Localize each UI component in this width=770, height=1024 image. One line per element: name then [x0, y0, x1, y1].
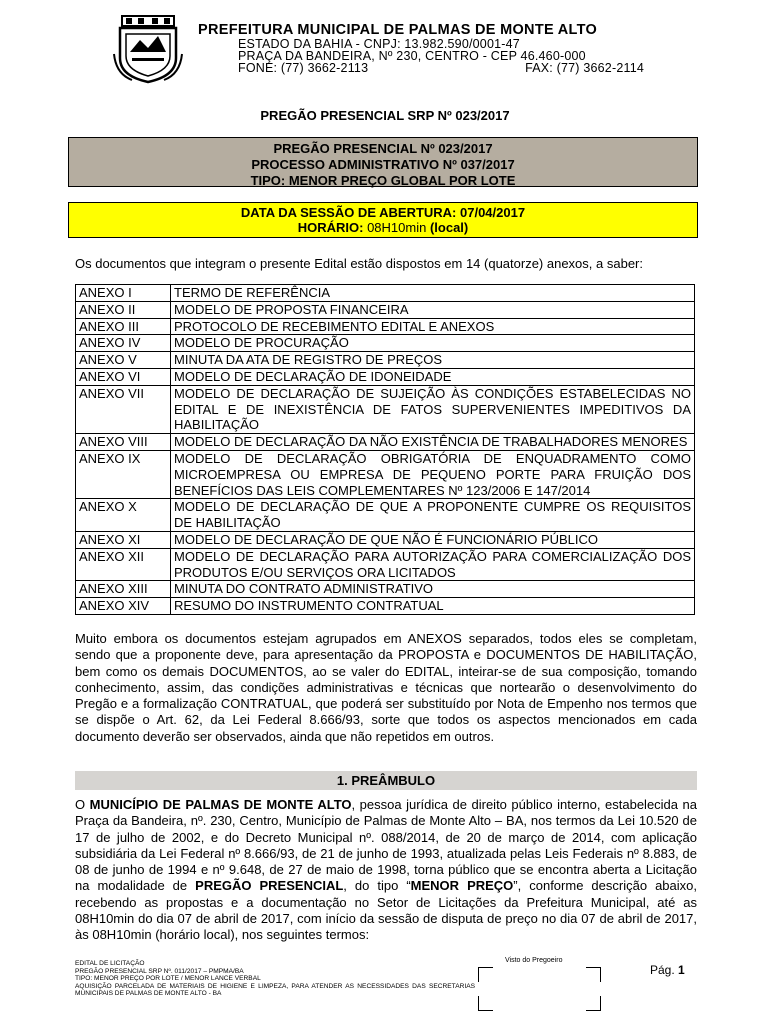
annex-code: ANEXO IV — [76, 335, 171, 352]
table-row — [76, 385, 695, 433]
annex-description: TERMO DE REFERÊNCIA — [171, 285, 695, 302]
letterhead — [112, 14, 672, 84]
table-row — [76, 450, 695, 498]
section-heading-preambulo: 1. PREÂMBULO — [75, 771, 697, 790]
annex-description: MINUTA DO CONTRATO ADMINISTRATIVO — [171, 581, 695, 598]
annex-table — [75, 284, 695, 615]
preambulo-text-3: , do tipo “ — [343, 878, 411, 894]
annex-code: ANEXO XIV — [76, 598, 171, 615]
preambulo-criterion: MENOR PREÇO — [410, 878, 514, 894]
annex-code: ANEXO II — [76, 301, 171, 318]
annex-description: MODELO DE DECLARAÇÃO PARA AUTORIZAÇÃO PARA COMERCIALIZAÇÃO DOS PRODUTOS E/OU SERVIÇOS ORA LICITADOS — [171, 548, 695, 581]
table-row — [76, 434, 695, 451]
table-row — [76, 531, 695, 548]
annex-code: ANEXO III — [76, 318, 171, 335]
page-label: Pág. — [650, 963, 675, 977]
annex-code: ANEXO I — [76, 285, 171, 302]
annex-description: MODELO DE DECLARAÇÃO DE QUE A PROPONENTE CUMPRE OS REQUISITOS DE HABILITAÇÃO — [171, 499, 695, 532]
annex-explanation-paragraph: Muito embora os documentos estejam agrupados em ANEXOS separados, todos eles se completam, sendo que a proponente deve, para apresentação da PROPOSTA e DOCUMENTOS DE HABILITAÇÃO, bem como os demais DOCUMENTOS, ao se valer do EDITAL, inteirar-se de sua composição, tomando conhecimento, assim, das condições administrativas e técnicas que nortearão o desenvolvimento do Pregão e a formalização CONTRATUAL, que poderá ser substituído por Nota de Empenho nos termos que se dispõe o Art. 62, da Lei Federal 8.666/93, sorte que todos os aspectos mencionados em cada documento deverão ser observados, ainda que não repetidos em outros. — [75, 631, 697, 744]
session-date: DATA DA SESSÃO DE ABERTURA: 07/04/2017 — [240, 205, 526, 220]
annex-description: RESUMO DO INSTRUMENTO CONTRATUAL — [171, 598, 695, 615]
session-info-box — [68, 202, 698, 238]
preambulo-text-1: O — [75, 797, 90, 812]
stamp-box-corner — [478, 967, 493, 982]
preambulo-text-2: , pessoa jurídica de direito público interno, estabelecida na Praça da Bandeira, nº. 230, Centro, Município de Palmas de Monte Alto – BA, nos termos da Lei 10.520 de 17 de julho de 2002, e do Decreto Municipal nº. 088/2014, de 20 de março de 2014, com aplicação subsidiária da Lei Federal nº 8.666/93, de 21 de junho de 1993, atualizada pelas Leis Federais nº 8.883, de 08 de junho de 1994 e nº 9.648, de 27 de maio de 1998, torna público que se encontra aberta a Licitação na modalidade de — [75, 797, 697, 894]
annex-code: ANEXO VIII — [76, 434, 171, 451]
footer-line-4: AQUISIÇÃO PARCELADA DE MATERIAIS DE HIGIENE E LIMPEZA, PARA ATENDER AS NECESSIDADES DAS SECRETARIAS MUNICIPAIS DE PALMAS DE MONTE ALTO - BA — [75, 982, 475, 998]
table-row — [76, 285, 695, 302]
visto-label: Visto do Pregoeiro — [505, 957, 563, 964]
footer-line-1: EDITAL DE LICITAÇÃO — [75, 960, 145, 967]
session-time-value: 08H10min — [367, 220, 427, 235]
annex-code: ANEXO V — [76, 352, 171, 369]
annex-code: ANEXO X — [76, 499, 171, 532]
annex-description: MODELO DE PROCURAÇÃO — [171, 335, 695, 352]
table-row — [76, 581, 695, 598]
letterhead-state-cnpj: ESTADO DA BAHIA - CNPJ: 13.982.590/0001-47 — [238, 37, 520, 51]
stamp-box-corner — [586, 996, 601, 1011]
annex-description: MODELO DE DECLARAÇÃO OBRIGATÓRIA DE ENQUADRAMENTO COMO MICROEMPRESA OU EMPRESA DE PEQUENO PORTE PARA FRUIÇÃO DOS BENEFÍCIOS DAS LEIS COMPLEMENTARES Nº 123/2006 E 147/2014 — [171, 450, 695, 498]
letterhead-address: PRAÇA DA BANDEIRA, Nº 230, CENTRO - CEP 46.460-000 — [238, 49, 586, 63]
session-time-label: HORÁRIO: — [297, 220, 364, 235]
letterhead-contacts — [198, 62, 668, 74]
page-number-value: 1 — [678, 963, 685, 977]
page-footer — [75, 960, 475, 998]
preambulo-paragraph — [75, 797, 697, 944]
municipal-crest-icon — [112, 14, 184, 84]
letterhead-phone: FONE: (77) 3662-2113 — [238, 61, 369, 75]
annex-description: MODELO DE DECLARAÇÃO DA NÃO EXISTÊNCIA DE TRABALHADORES MENORES — [171, 434, 695, 451]
preambulo-municipality: MUNICÍPIO DE PALMAS DE MONTE ALTO — [89, 797, 352, 812]
annex-code: ANEXO IX — [76, 450, 171, 498]
stamp-box-corner — [586, 967, 601, 982]
document-title: PREGÃO PRESENCIAL SRP Nº 023/2017 — [260, 108, 510, 123]
annex-code: ANEXO XII — [76, 548, 171, 581]
annex-description: MODELO DE DECLARAÇÃO DE QUE NÃO É FUNCIONÁRIO PÚBLICO — [171, 531, 695, 548]
session-time — [69, 220, 697, 235]
page-number — [650, 963, 685, 977]
footer-line-3: TIPO: MENOR PREÇO POR LOTE / MENOR LANCE VERBAL — [75, 975, 261, 983]
preambulo-modality: PREGÃO PRESENCIAL — [195, 878, 344, 894]
annex-intro-text: Os documentos que integram o presente Edital estão dispostos em 14 (quatorze) anexos, a saber: — [75, 256, 643, 271]
process-type: TIPO: MENOR PREÇO GLOBAL POR LOTE — [250, 173, 516, 188]
table-row — [76, 318, 695, 335]
annex-code: ANEXO XI — [76, 531, 171, 548]
process-pregao-number: PREGÃO PRESENCIAL Nº 023/2017 — [273, 141, 493, 156]
table-row — [76, 335, 695, 352]
annex-description: MODELO DE DECLARAÇÃO DE IDONEIDADE — [171, 368, 695, 385]
annex-description: MODELO DE PROPOSTA FINANCEIRA — [171, 301, 695, 318]
table-row — [76, 301, 695, 318]
annex-code: ANEXO VII — [76, 385, 171, 433]
process-admin-number: PROCESSO ADMINISTRATIVO Nº 037/2017 — [251, 157, 515, 172]
letterhead-fax: FAX: (77) 3662-2114 — [525, 61, 644, 75]
annex-code: ANEXO XIII — [76, 581, 171, 598]
table-row — [76, 598, 695, 615]
table-row — [76, 368, 695, 385]
table-row — [76, 499, 695, 532]
table-row — [76, 548, 695, 581]
annex-description: MODELO DE DECLARAÇÃO DE SUJEIÇÃO ÀS CONDIÇÕES ESTABELECIDAS NO EDITAL E DE INEXISTÊNCIA DE FATOS SUPERVENIENTES IMPEDITIVOS DA HABILITAÇÃO — [171, 385, 695, 433]
footer-line-2: PREGÃO PRESENCIAL SRP Nº. 011/2017 – PMPMA/BA — [75, 967, 244, 975]
annex-description: MINUTA DA ATA DE REGISTRO DE PREÇOS — [171, 352, 695, 369]
preambulo-text-4: ”, conforme descrição abaixo, recebendo as propostas e a documentação no Setor de Licitações da Prefeitura Municipal, até as 08H10min do dia 07 de abril de 2017, com início da sessão de disputa de preço no dia 07 de abril de 2017, às 08H10min (horário local), nos seguintes termos: — [75, 878, 697, 943]
session-time-suffix: (local) — [429, 220, 469, 235]
letterhead-title: PREFEITURA MUNICIPAL DE PALMAS DE MONTE ALTO — [198, 22, 598, 38]
table-row — [76, 352, 695, 369]
stamp-box-corner — [478, 996, 493, 1011]
annex-code: ANEXO VI — [76, 368, 171, 385]
process-info-box — [68, 137, 698, 187]
annex-description: PROTOCOLO DE RECEBIMENTO EDITAL E ANEXOS — [171, 318, 695, 335]
